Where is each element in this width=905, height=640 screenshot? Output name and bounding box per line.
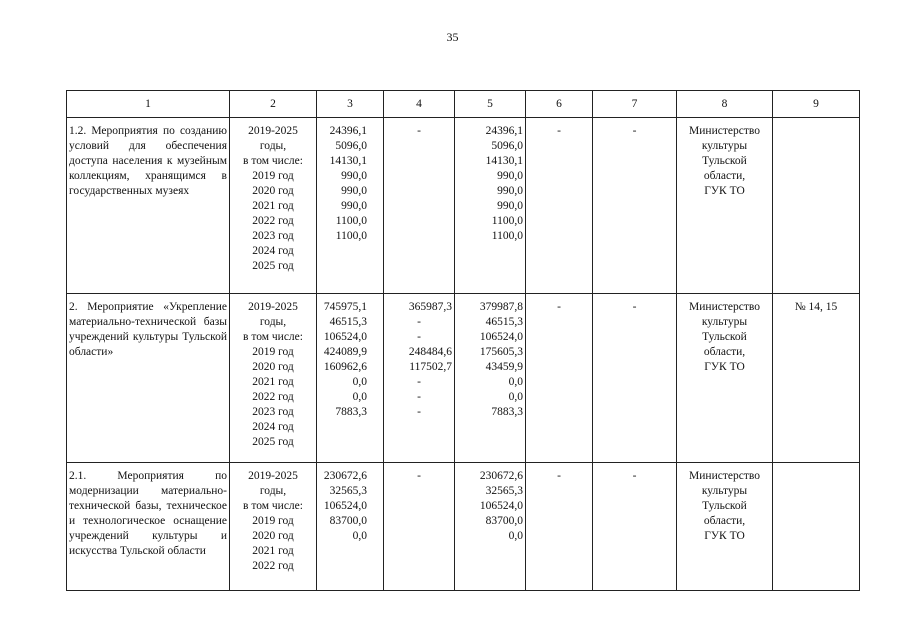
year-label: 2023 год <box>252 406 294 418</box>
period-head-line: годы, <box>259 316 287 328</box>
header-cell-1: 1 <box>67 91 230 118</box>
federal-year-value: - <box>417 391 421 403</box>
executor-line: ГУК ТО <box>704 530 745 542</box>
indicator-cell <box>773 118 860 294</box>
header-cell-6: 6 <box>526 91 593 118</box>
period-cell <box>230 118 317 294</box>
year-label: 2023 год <box>252 230 294 242</box>
year-label: 2020 год <box>252 530 294 542</box>
federal-year-value: - <box>417 406 421 418</box>
executor-line: ГУК ТО <box>704 361 745 373</box>
regional-year-value: 1100,0 <box>491 230 523 242</box>
activity-name <box>67 294 230 463</box>
regional-year-value: 175605,3 <box>479 346 523 358</box>
period-head-line: в том числе: <box>243 500 303 512</box>
executor-cell <box>677 294 773 463</box>
federal-year-value: - <box>417 316 421 328</box>
program-table <box>66 90 860 591</box>
federal-cell <box>384 294 455 463</box>
year-label: 2022 год <box>252 215 294 227</box>
regional-year-value: 7883,3 <box>491 406 523 418</box>
year-label: 2025 год <box>252 260 294 272</box>
regional-cell <box>455 294 526 463</box>
federal-year-value: 248484,6 <box>408 346 452 358</box>
executor-line: области, <box>703 515 746 527</box>
activity-name <box>67 118 230 294</box>
regional-year-value: 83700,0 <box>485 515 523 527</box>
total-year-value: 32565,3 <box>329 485 367 497</box>
total-year-value: 0,0 <box>352 530 367 542</box>
executor-cell <box>677 463 773 591</box>
regional-cell <box>455 463 526 591</box>
col7-value: - <box>593 118 677 294</box>
total-year-value: 1100,0 <box>335 230 367 242</box>
year-label: 2022 год <box>252 391 294 403</box>
regional-value: 24396,1 <box>485 125 523 137</box>
executor-line: Министерство <box>689 125 760 137</box>
total-value: 230672,6 <box>323 470 367 482</box>
total-value: 24396,1 <box>329 125 367 137</box>
header-cell-9: 9 <box>773 91 860 118</box>
year-label: 2021 год <box>252 200 294 212</box>
regional-year-value: 46515,3 <box>485 316 523 328</box>
col6-value: - <box>526 463 593 591</box>
total-year-value: 106524,0 <box>323 500 367 512</box>
federal-value: 365987,3 <box>408 301 452 313</box>
col7-value: - <box>593 463 677 591</box>
period-head-line: 2019-2025 <box>248 301 298 313</box>
total-cell <box>317 463 384 591</box>
total-year-value: 990,0 <box>341 170 367 182</box>
regional-year-value: 106524,0 <box>479 500 523 512</box>
header-cell-8: 8 <box>677 91 773 118</box>
regional-year-value: 1100,0 <box>491 215 523 227</box>
header-cell-7: 7 <box>593 91 677 118</box>
activity-name-text: 2. Мероприятие «Укрепление материально-технической базы учреждений культуры Тульской области» <box>69 301 227 358</box>
executor-line: культуры <box>701 316 748 328</box>
total-year-value: 990,0 <box>341 200 367 212</box>
federal-cell <box>384 118 455 294</box>
total-year-value: 990,0 <box>341 185 367 197</box>
period-head-line: в том числе: <box>243 331 303 343</box>
regional-year-value: 43459,9 <box>485 361 523 373</box>
table-body <box>67 118 860 591</box>
period-cell <box>230 294 317 463</box>
year-label: 2019 год <box>252 515 294 527</box>
header-cell-4: 4 <box>384 91 455 118</box>
federal-year-value: 117502,7 <box>409 361 452 373</box>
table-row <box>67 294 860 463</box>
page-number: 35 <box>446 30 459 44</box>
regional-cell <box>455 118 526 294</box>
regional-year-value: 14130,1 <box>485 155 523 167</box>
year-label: 2024 год <box>252 245 294 257</box>
total-year-value: 5096,0 <box>335 140 367 152</box>
period-head-line: 2019-2025 <box>248 470 298 482</box>
regional-year-value: 0,0 <box>508 530 523 542</box>
executor-line: Тульской <box>702 155 747 167</box>
executor-line: Министерство <box>689 470 760 482</box>
executor-line: Тульской <box>702 500 747 512</box>
executor-cell <box>677 118 773 294</box>
year-label: 2019 год <box>252 170 294 182</box>
total-year-value: 106524,0 <box>323 331 367 343</box>
total-year-value: 14130,1 <box>329 155 367 167</box>
executor-line: Тульской <box>702 331 747 343</box>
year-label: 2024 год <box>252 421 294 433</box>
header-cell-3: 3 <box>317 91 384 118</box>
period-head-line: в том числе: <box>243 155 303 167</box>
regional-year-value: 990,0 <box>497 185 523 197</box>
total-cell <box>317 294 384 463</box>
period-head-line: годы, <box>259 485 287 497</box>
regional-value: 379987,8 <box>479 301 523 313</box>
federal-cell <box>384 463 455 591</box>
year-label: 2021 год <box>252 545 294 557</box>
total-year-value: 424089,9 <box>323 346 367 358</box>
federal-value: - <box>417 470 421 482</box>
col7-value: - <box>593 294 677 463</box>
regional-year-value: 990,0 <box>497 170 523 182</box>
year-label: 2020 год <box>252 361 294 373</box>
total-year-value: 160962,6 <box>323 361 367 373</box>
activity-name-text: 1.2. Мероприятия по созданию условий для обеспечения доступа населения к музейным коллекциям, хранящимся в государственных музеях <box>69 125 227 197</box>
total-cell <box>317 118 384 294</box>
regional-year-value: 0,0 <box>508 391 523 403</box>
year-label: 2020 год <box>252 185 294 197</box>
executor-line: Министерство <box>689 301 760 313</box>
executor-line: ГУК ТО <box>704 185 745 197</box>
header-cell-5: 5 <box>455 91 526 118</box>
indicator-cell <box>773 463 860 591</box>
total-year-value: 83700,0 <box>329 515 367 527</box>
period-head-line: 2019-2025 <box>248 125 298 137</box>
federal-year-value: - <box>417 331 421 343</box>
total-year-value: 0,0 <box>352 391 367 403</box>
total-value: 745975,1 <box>323 301 367 313</box>
col6-value: - <box>526 294 593 463</box>
indicator-cell: № 14, 15 <box>773 294 860 463</box>
executor-line: культуры <box>701 140 748 152</box>
regional-value: 230672,6 <box>479 470 523 482</box>
executor-line: культуры <box>701 485 748 497</box>
total-year-value: 1100,0 <box>335 215 367 227</box>
year-label: 2025 год <box>252 436 294 448</box>
table-row <box>67 118 860 294</box>
col6-value: - <box>526 118 593 294</box>
regional-year-value: 32565,3 <box>485 485 523 497</box>
regional-year-value: 990,0 <box>497 200 523 212</box>
period-head-line: годы, <box>259 140 287 152</box>
year-label: 2022 год <box>252 560 294 572</box>
federal-value: - <box>417 125 421 137</box>
period-cell <box>230 463 317 591</box>
total-year-value: 7883,3 <box>335 406 367 418</box>
header-row <box>67 91 860 118</box>
table-row <box>67 463 860 591</box>
total-year-value: 0,0 <box>352 376 367 388</box>
activity-name-text: 2.1. Мероприятия по модернизации материально-технической базы, техническое и технологическое оснащение учреждений культуры и искусства Тульской области <box>69 470 227 557</box>
year-label: 2021 год <box>252 376 294 388</box>
executor-line: области, <box>703 346 746 358</box>
regional-year-value: 0,0 <box>508 376 523 388</box>
header-cell-2: 2 <box>230 91 317 118</box>
total-year-value: 46515,3 <box>329 316 367 328</box>
activity-name <box>67 463 230 591</box>
regional-year-value: 106524,0 <box>479 331 523 343</box>
year-label: 2019 год <box>252 346 294 358</box>
regional-year-value: 5096,0 <box>491 140 523 152</box>
federal-year-value: - <box>417 376 421 388</box>
executor-line: области, <box>703 170 746 182</box>
